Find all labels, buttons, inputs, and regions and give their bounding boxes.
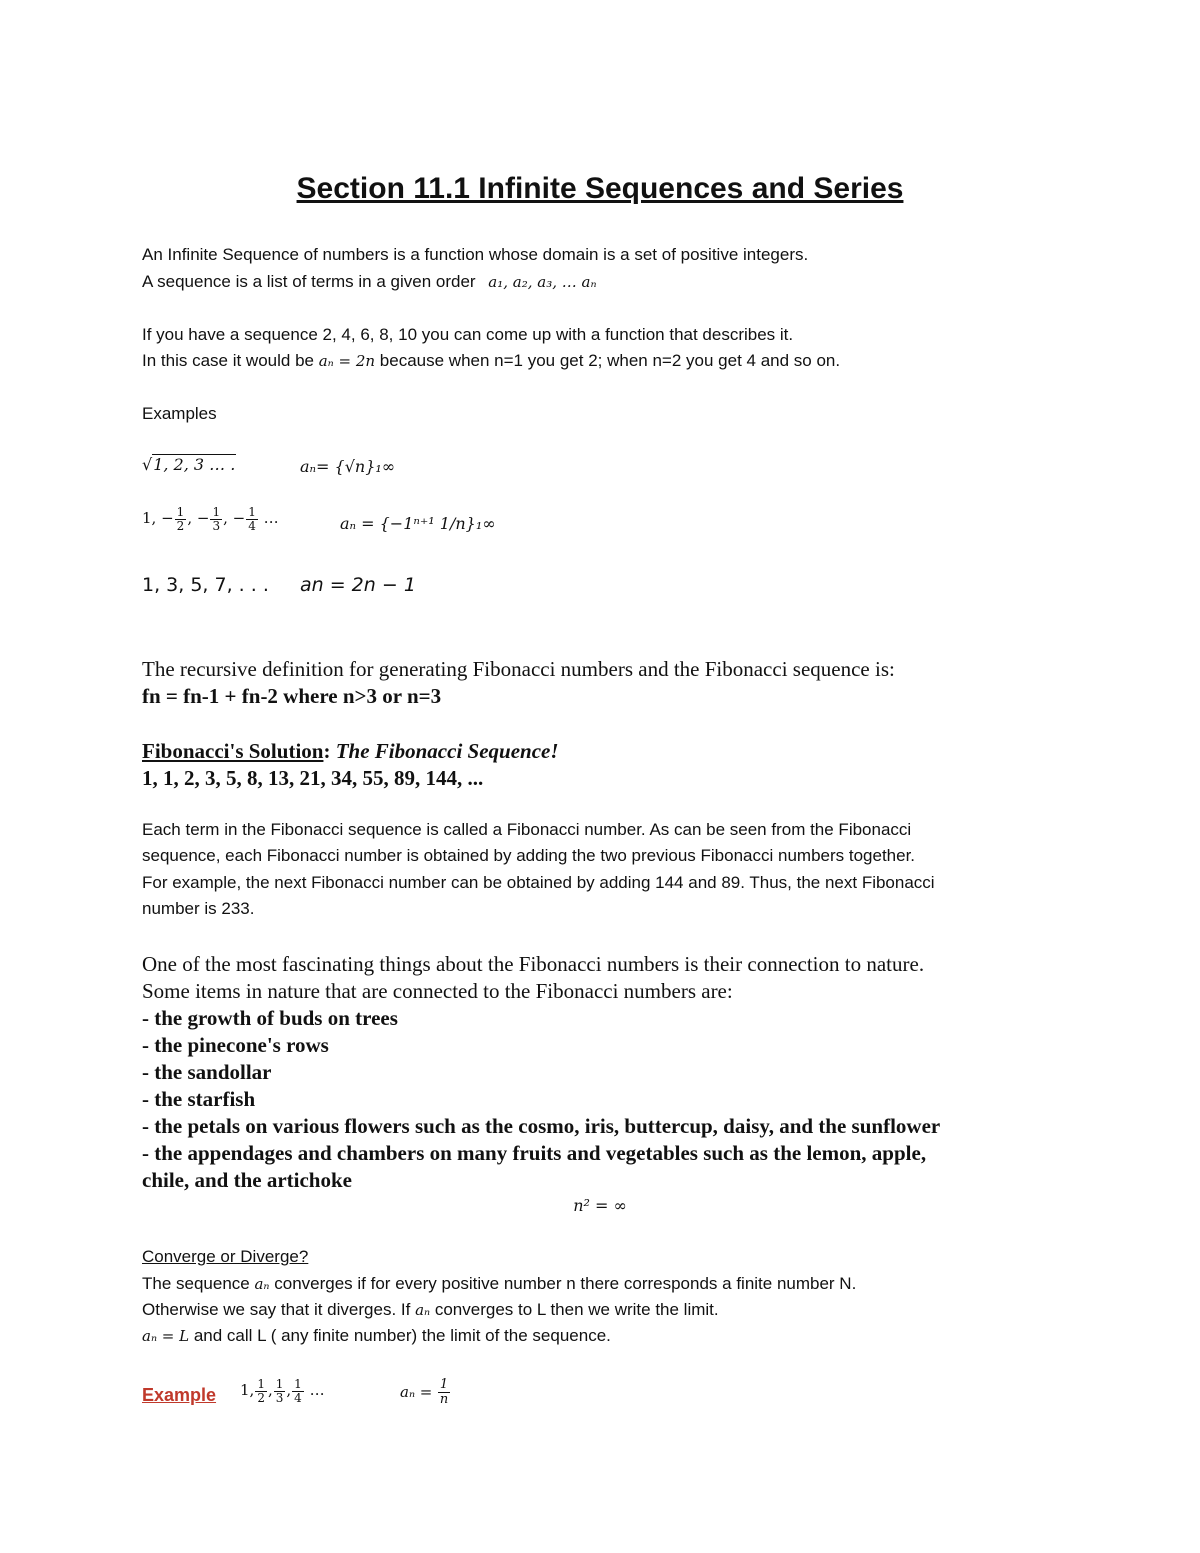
- intro-line-2-math: a₁, a₂, a₃, … aₙ: [488, 273, 597, 291]
- solution-colon: :: [323, 739, 331, 763]
- solution-title: The Fibonacci Sequence!: [335, 739, 559, 763]
- page-title: Section 11.1 Infinite Sequences and Series: [296, 172, 904, 205]
- fibonacci-para-line-1: Each term in the Fibonacci sequence is called a Fibonacci number. As can be seen from the Fibonacci: [142, 820, 912, 839]
- converge-line-2-math: aₙ: [415, 1301, 431, 1319]
- converge-line-3: [142, 1326, 611, 1346]
- minus-sign: −: [232, 509, 246, 528]
- final-example-terms: 1, $\frac{1}{2}$ , $\frac{1}{3}$ , $\frac{1}{4}$ …: [240, 1377, 325, 1405]
- converge-line-2-b: converges to L then we write the limit.: [434, 1300, 719, 1319]
- example-1-terms-text: 1, 2, 3 … .: [153, 455, 236, 474]
- converge-line-3-math: aₙ = L: [142, 1327, 190, 1345]
- example-2-one: 1,: [142, 509, 157, 528]
- fraction-quarter: [292, 1378, 304, 1404]
- fraction-numerator: 1: [294, 1377, 302, 1391]
- minus-sign: −: [196, 509, 210, 528]
- fraction-third: [210, 506, 222, 532]
- example-3-formula: an = 2n − 1: [300, 574, 416, 596]
- final-example-formula: [400, 1378, 451, 1406]
- example-1-formula: aₙ= {√n}₁∞: [300, 457, 396, 476]
- intro-line-4: [142, 351, 840, 371]
- example-2-terms: 1, − $\frac{1}{2}$ , − $\frac{1}{3}$ , − $\frac{1}{4}$ …: [142, 505, 279, 533]
- fraction-denominator: 3: [275, 1390, 284, 1405]
- intro-line-3: If you have a sequence 2, 4, 6, 8, 10 you can come up with a function that describes it.: [142, 325, 794, 344]
- fibonacci-sequence: 1, 1, 2, 3, 5, 8, 13, 21, 34, 55, 89, 144, ...: [142, 766, 484, 790]
- nature-item: chile, and the artichoke: [142, 1168, 352, 1192]
- fraction-denominator: 3: [212, 518, 221, 533]
- fraction-numerator: 1: [275, 1377, 284, 1391]
- nature-line-2: Some items in nature that are connected to the Fibonacci numbers are:: [142, 979, 733, 1003]
- nature-item: - the appendages and chambers on many fruits and vegetables such as the lemon, apple,: [142, 1141, 927, 1165]
- nature-line-1: One of the most fascinating things about the Fibonacci numbers is their connection to nature.: [142, 952, 925, 976]
- example-2-tail: …: [263, 509, 279, 528]
- final-example-tail: …: [309, 1381, 325, 1400]
- intro-line-2-text: A sequence is a list of terms in a given order: [142, 272, 476, 291]
- minus-sign: −: [161, 509, 174, 528]
- intro-line-4-math: aₙ = 2n: [318, 352, 376, 370]
- fraction-denominator: 2: [176, 518, 185, 533]
- solution-label: Fibonacci's Solution: [142, 739, 324, 763]
- intro-line-4-a: In this case it would be: [142, 351, 314, 370]
- converge-line-1: [142, 1274, 856, 1294]
- fraction-numerator: 1: [212, 505, 221, 519]
- converge-line-3-b: and call L ( any finite number) the limit of the sequence.: [193, 1326, 611, 1345]
- intro-line-1: An Infinite Sequence of numbers is a function whose domain is a set of positive integers.: [142, 245, 809, 264]
- intro-line-4-b: because when n=1 you get 2; when n=2 you get 4 and so on.: [379, 351, 841, 370]
- example-2-formula: aₙ = {−1ⁿ⁺¹ 1/n}₁∞: [340, 514, 496, 533]
- example-1-terms: [142, 455, 236, 474]
- example-3-terms: 1, 3, 5, 7, . . .: [142, 574, 269, 596]
- final-example-one: 1,: [240, 1381, 255, 1400]
- fibonacci-para-line-4: number is 233.: [142, 899, 255, 918]
- fraction-third: [274, 1378, 286, 1404]
- example-label: Example: [142, 1385, 217, 1405]
- nature-item: - the growth of buds on trees: [142, 1006, 398, 1030]
- converge-line-1-a: The sequence: [142, 1274, 250, 1293]
- examples-heading: Examples: [142, 404, 217, 423]
- intro-line-2: [142, 272, 597, 292]
- fraction-denominator: 4: [294, 1390, 302, 1405]
- nature-equation: n² = ∞: [573, 1196, 627, 1215]
- final-example-label: [142, 1385, 216, 1406]
- recursive-formula: fn = fn-1 + fn-2 where n>3 or n=3: [142, 684, 442, 708]
- fraction-half: [255, 1378, 267, 1404]
- sqrt-icon: √: [142, 455, 153, 474]
- fraction-quarter: [246, 506, 258, 532]
- fraction-denominator: 4: [248, 518, 256, 533]
- fraction-numerator: 1: [438, 1378, 450, 1393]
- fraction-one-over-n: [438, 1378, 450, 1406]
- fraction-numerator: 1: [176, 505, 185, 519]
- fraction-half: [175, 506, 187, 532]
- fibonacci-para-line-3: For example, the next Fibonacci number can be obtained by adding 144 and 89. Thus, the next Fibonacci: [142, 873, 935, 892]
- nature-item: - the petals on various flowers such as the cosmo, iris, buttercup, daisy, and the sunflower: [142, 1114, 941, 1138]
- converge-line-2-a: Otherwise we say that it diverges. If: [142, 1300, 411, 1319]
- nature-item: - the sandollar: [142, 1060, 272, 1084]
- fraction-numerator: 1: [248, 505, 256, 519]
- fraction-denominator: 2: [257, 1390, 265, 1405]
- fraction-denominator: n: [439, 1391, 449, 1407]
- converge-line-2: [142, 1300, 719, 1320]
- nature-item: - the pinecone's rows: [142, 1033, 329, 1057]
- nature-item: - the starfish: [142, 1087, 256, 1111]
- final-formula-lhs: aₙ =: [400, 1383, 433, 1402]
- converge-line-1-b: converges if for every positive number n there corresponds a finite number N.: [274, 1274, 857, 1293]
- converge-line-1-math: aₙ: [254, 1275, 270, 1293]
- fraction-numerator: 1: [257, 1377, 265, 1391]
- recursive-intro: The recursive definition for generating Fibonacci numbers and the Fibonacci sequence is:: [142, 657, 895, 681]
- fibonacci-para-line-2: sequence, each Fibonacci number is obtained by adding the two previous Fibonacci numbers together.: [142, 846, 916, 865]
- converge-heading: Converge or Diverge?: [142, 1247, 309, 1266]
- fibonacci-solution: [142, 739, 559, 764]
